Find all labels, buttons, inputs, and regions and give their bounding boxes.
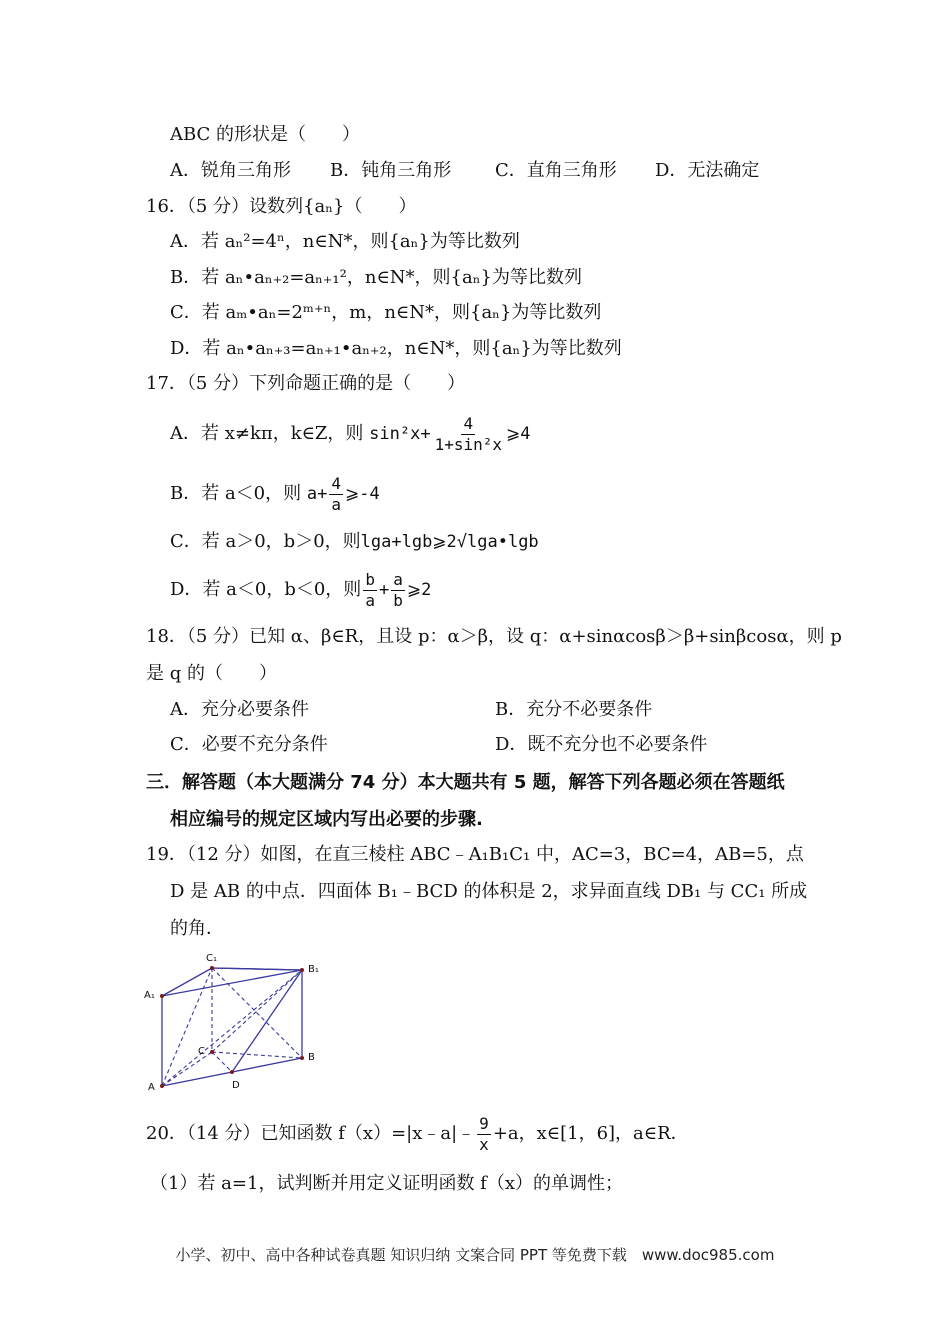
label-b: B — [308, 1052, 315, 1063]
q16-option-d: D．若 aₙ•aₙ₊₃=aₙ₊₁•aₙ₊₂，n∈N*，则{aₙ}为等比数列 — [170, 338, 622, 359]
label-d: D — [232, 1080, 240, 1091]
q16-stem: 16．（5 分）设数列{aₙ}（ ） — [146, 196, 417, 217]
q17-d-denominator1: a — [365, 590, 375, 610]
label-c1: C₁ — [206, 953, 217, 964]
q17-b-expr2: ⩾-4 — [345, 484, 380, 504]
q17-d-plus: + — [378, 580, 390, 600]
q17-d-denominator2: b — [393, 590, 403, 610]
section3-heading-line2: 相应编号的规定区域内写出必要的步骤. — [170, 809, 483, 830]
q17-b-fraction — [329, 474, 343, 515]
q17-c-expr: lga+lgb⩾2√lga•lgb — [360, 532, 539, 552]
q19-line1: 19．（12 分）如图，在直三棱柱 ABC﹣A₁B₁C₁ 中，AC=3，BC=4，AB=5，点 — [146, 844, 804, 865]
q17-option-d — [170, 568, 431, 612]
q17-a-numerator: 4 — [463, 413, 474, 433]
q15-option-d: D．无法确定 — [655, 160, 760, 181]
page-footer: 小学、初中、高中各种试卷真题 知识归纳 文案合同 PPT 等免费下载 www.doc985.com — [175, 1246, 775, 1264]
q17-d-prefix: D．若 a＜0，b＜0，则 — [170, 579, 362, 600]
label-c: C — [198, 1046, 205, 1057]
q19-line3: 的角． — [170, 918, 224, 939]
q20-part1: （1）若 a=1，试判断并用定义证明函数 f（x）的单调性； — [150, 1173, 623, 1194]
q17-d-numerator1: b — [365, 569, 375, 589]
q20-stem — [146, 1112, 689, 1156]
label-b1: B₁ — [308, 964, 319, 975]
prism-figure — [140, 948, 340, 1098]
q18-option-a: A．充分必要条件 — [170, 699, 309, 720]
q17-option-b — [170, 472, 380, 516]
q17-b-prefix: B．若 a＜0，则 — [170, 483, 302, 504]
q19-line2: D 是 AB 的中点．四面体 B₁﹣BCD 的体积是 2，求异面直线 DB₁ 与 CC₁ 所成 — [170, 881, 808, 902]
q20-prefix: 20．（14 分）已知函数 f（x）=|x﹣a|﹣ — [146, 1123, 476, 1144]
q17-d-numerator2: a — [393, 569, 403, 589]
q20-suffix: +a，x∈[1，6]，a∈R． — [492, 1123, 689, 1144]
q16-option-a: A．若 aₙ²=4ⁿ，n∈N*，则{aₙ}为等比数列 — [170, 231, 520, 252]
q17-d-fraction2 — [391, 570, 405, 611]
q18-stem-line1: 18．（5 分）已知 α、β∈R，且设 p：α＞β，设 q：α+sinαcosβ＞β+sinβcosα，则 p — [146, 626, 842, 647]
q18-option-c: C．必要不充分条件 — [170, 734, 328, 755]
q16-option-c: C．若 aₘ•aₙ=2ᵐ⁺ⁿ，m，n∈N*，则{aₙ}为等比数列 — [170, 302, 602, 323]
label-a1: A₁ — [144, 990, 155, 1001]
q18-option-d: D．既不充分也不必要条件 — [495, 734, 708, 755]
label-a: A — [148, 1082, 155, 1093]
q17-d-expr2: ⩾2 — [406, 580, 432, 600]
q17-b-expr1: a+ — [306, 484, 328, 504]
q17-b-denominator: a — [331, 494, 341, 514]
q17-a-fraction — [433, 414, 504, 455]
q17-a-prefix: A．若 x≠kπ，k∈Z，则 — [170, 423, 364, 444]
q17-b-numerator: 4 — [331, 473, 341, 493]
q17-option-a — [170, 412, 531, 456]
q17-c-prefix: C．若 a＞0，b＞0，则 — [170, 531, 361, 552]
q18-stem-line2: 是 q 的（ ） — [146, 663, 277, 684]
q17-d-fraction1 — [363, 570, 377, 611]
q20-numerator: 9 — [479, 1113, 489, 1133]
q17-option-c — [170, 530, 539, 554]
q17-stem: 17．（5 分）下列命题正确的是（ ） — [146, 373, 466, 394]
q17-a-denominator: 1+sin²x — [434, 434, 503, 454]
q20-fraction — [477, 1114, 491, 1155]
q15-option-a: A．锐角三角形 — [170, 160, 291, 181]
q15-option-c: C．直角三角形 — [495, 160, 617, 181]
section3-heading-line1: 三．解答题（本大题满分 74 分）本大题共有 5 题，解答下列各题必须在答题纸 — [146, 772, 785, 793]
q15-stem-tail: ABC 的形状是（ ） — [170, 124, 361, 145]
q15-option-b: B．钝角三角形 — [330, 160, 452, 181]
q16-option-b: B．若 aₙ•aₙ₊₂=aₙ₊₁²，n∈N*，则{aₙ}为等比数列 — [170, 267, 582, 288]
q17-a-expr1: sin²x+ — [369, 424, 431, 444]
q17-a-expr2: ⩾4 — [506, 424, 531, 444]
q18-option-b: B．充分不必要条件 — [495, 699, 653, 720]
q20-denominator: x — [479, 1134, 489, 1154]
